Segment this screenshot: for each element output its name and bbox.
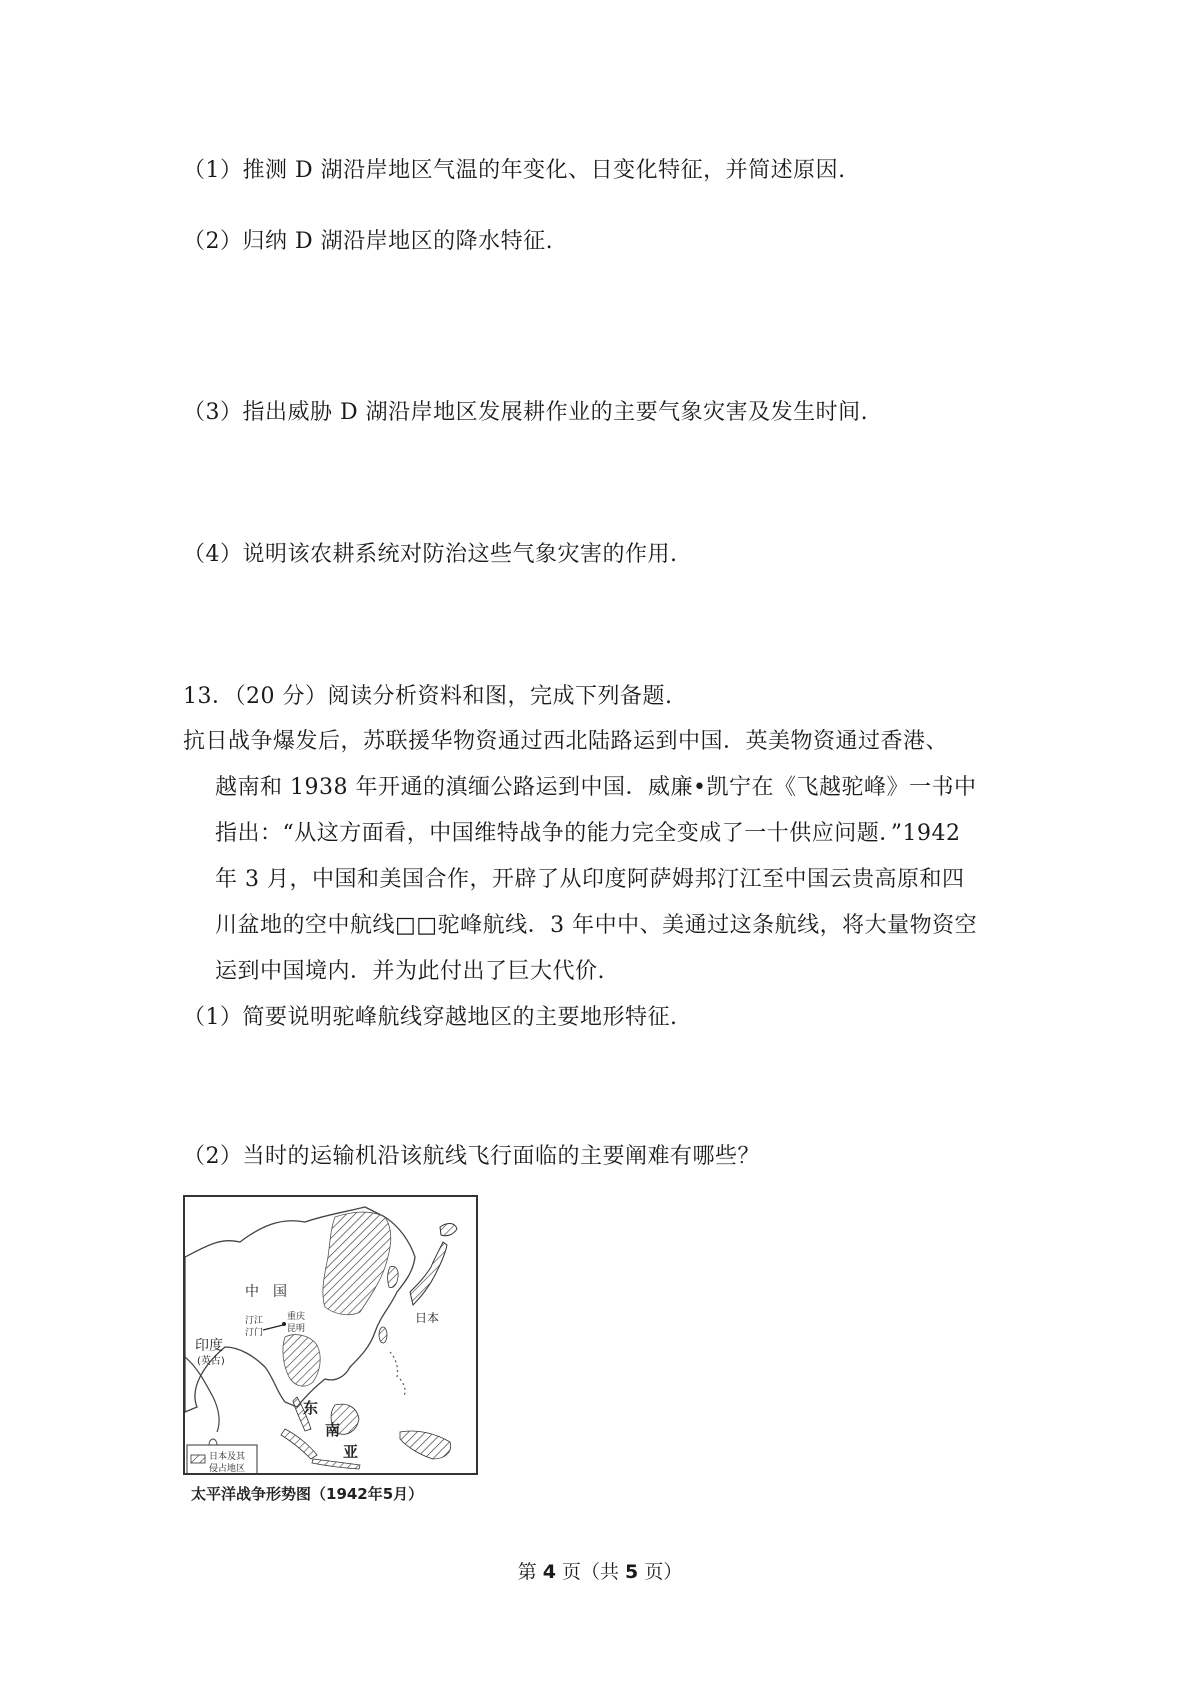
question-13-sub1: （1）简要说明驼峰航线穿越地区的主要地形特征. [183, 1005, 678, 1030]
passage-line: 越南和 1938 年开通的滇缅公路运到中国．威廉•凯宁在《飞越驼峰》一书中 [215, 775, 977, 800]
label-southeast-asia-1: 东 [303, 1399, 319, 1417]
label-southeast-asia-2: 南 [325, 1421, 341, 1439]
label-southeast-asia-3: 亚 [343, 1443, 359, 1461]
question-12-sub3: （3）指出威胁 D 湖沿岸地区发展耕作业的主要气象灾害及发生时间. [183, 400, 869, 425]
map-caption: 太平洋战争形势图（1942年5月） [191, 1485, 424, 1503]
footer-page-number: 4 [542, 1561, 556, 1583]
chongqing-dot [282, 1322, 286, 1326]
philippines [390, 1352, 405, 1397]
pacific-war-map [183, 1195, 478, 1475]
footer-total-pages: 5 [625, 1561, 639, 1583]
occupied-china [323, 1212, 391, 1315]
label-kunming: 昆明 [287, 1324, 306, 1334]
passage-line: 年 3 月，中国和美国合作，开辟了从印度阿萨姆邦汀江至中国云贵高原和四 [215, 867, 965, 892]
passage-line: 抗日战争爆发后，苏联援华物资通过西北陆路运到中国．英美物资通过香港、 [183, 729, 949, 754]
legend-swatch [191, 1455, 205, 1463]
pacific-war-map-figure [183, 1195, 478, 1515]
occupied-indochina [283, 1335, 320, 1387]
label-dingjiang-2: 汀门 [245, 1328, 264, 1338]
hump-route [263, 1325, 283, 1330]
footer-prefix: 第 [517, 1561, 537, 1583]
new-guinea [400, 1431, 451, 1459]
passage-line: 川盆地的空中航线□□驼峰航线．3 年中中、美通过这条航线，将大量物资空 [215, 913, 978, 938]
page-footer [0, 1557, 1200, 1584]
legend-text-1: 日本及其 [209, 1452, 246, 1462]
hokkaido [440, 1223, 457, 1235]
label-china: 中 国 [245, 1284, 287, 1300]
legend-text-2: 侵占地区 [209, 1464, 246, 1474]
question-12-sub2: （2）归纳 D 湖沿岸地区的降水特征. [183, 229, 554, 254]
label-chongqing: 重庆 [287, 1312, 306, 1322]
taiwan [379, 1327, 387, 1343]
question-12-sub1: （1）推测 D 湖沿岸地区气温的年变化、日变化特征，并简述原因. [183, 158, 846, 183]
label-india-sub: (英占) [197, 1356, 225, 1367]
sumatra [281, 1429, 317, 1459]
footer-mid: 页（共 [561, 1561, 619, 1583]
label-dingjiang: 汀江 [245, 1316, 264, 1326]
question-13-sub2: （2）当时的运输机沿该航线飞行面临的主要阐难有哪些？ [183, 1144, 760, 1169]
question-12-sub4: （4）说明该农耕系统对防治这些气象灾害的作用. [183, 542, 678, 567]
question-13-heading: 13．（20 分）阅读分析资料和图，完成下列备题. [183, 684, 673, 709]
footer-suffix: 页） [644, 1561, 683, 1583]
passage-line: 运到中国境内．并为此付出了巨大代价. [215, 959, 605, 984]
japan-islands [410, 1242, 447, 1305]
passage-line: 指出：“从这方面看，中国维特战争的能力完全变成了一十供应问题．”1942 [215, 821, 961, 846]
label-india: 印度 [195, 1338, 223, 1354]
korea [388, 1266, 399, 1287]
label-japan: 日本 [415, 1311, 440, 1325]
india-coast [185, 1357, 219, 1432]
